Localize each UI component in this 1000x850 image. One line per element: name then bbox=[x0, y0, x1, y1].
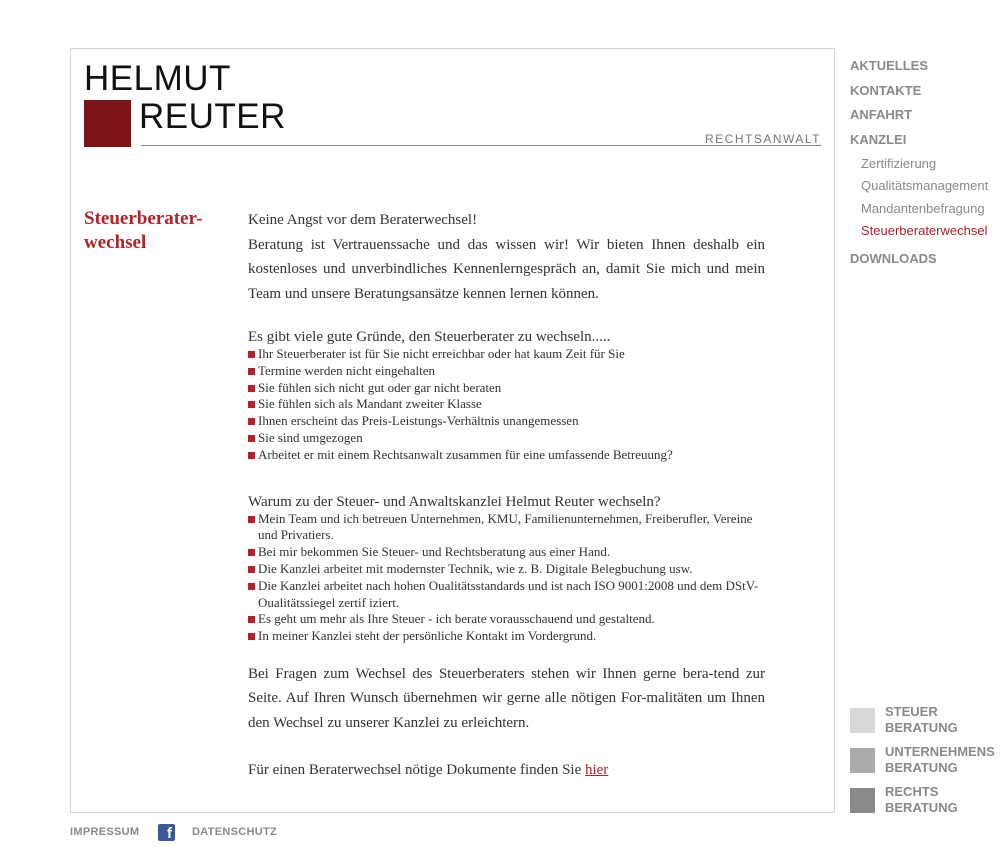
bullet-square-icon bbox=[248, 616, 255, 623]
why-heading: Warum zu der Steuer- und Anwaltskanzlei Helmut Reuter wechseln? bbox=[248, 493, 661, 510]
bullet-square-icon bbox=[248, 435, 255, 442]
nav-item-kanzlei[interactable]: KANZLEI bbox=[850, 131, 907, 147]
reasons-list bbox=[248, 346, 765, 464]
list-item: Sie fühlen sich nicht gut oder gar nicht beraten bbox=[248, 380, 765, 397]
bullet-square-icon bbox=[248, 368, 255, 375]
bullet-square-icon bbox=[248, 583, 255, 590]
facebook-icon[interactable]: f bbox=[158, 824, 175, 841]
nav-item-anfahrt[interactable]: ANFAHRT bbox=[850, 107, 913, 122]
reasons-block bbox=[248, 328, 765, 464]
logo-name-first: HELMUT bbox=[84, 59, 231, 98]
documents-link[interactable]: hier bbox=[584, 762, 609, 779]
article-body bbox=[248, 208, 765, 782]
documents-text: Für einen Beraterwechsel nötige Dokumente finden Sie bbox=[248, 762, 585, 779]
bullet-square-icon bbox=[248, 549, 255, 556]
documents-line bbox=[248, 758, 765, 782]
kanzlei-subnav bbox=[850, 156, 1000, 239]
impressum-link[interactable]: IMPRESSUM bbox=[70, 826, 140, 838]
bullet-square-icon bbox=[248, 351, 255, 358]
nav-item-kontakte[interactable]: KONTAKTE bbox=[850, 82, 922, 98]
service-label: RECHTS BERATUNG bbox=[885, 784, 958, 815]
list-item: Es geht um mehr als Ihre Steuer - ich berate vorausschauend und gestaltend. bbox=[248, 611, 765, 628]
bullet-square-icon bbox=[248, 566, 255, 573]
main-navigation bbox=[850, 58, 1000, 275]
page-title: Steuerberater-wechsel bbox=[84, 208, 203, 253]
list-item: Mein Team und ich betreuen Unternehmen, KMU, Familienunternehmen, Freiberufler, Vereine und Privatiers. bbox=[248, 511, 765, 545]
bullet-square-icon bbox=[248, 385, 255, 392]
logo-name-last: REUTER bbox=[139, 97, 286, 136]
list-item: Die Kanzlei arbeitet mit modernster Technik, wie z. B. Digitale Belegbuchung usw. bbox=[248, 561, 765, 578]
service-rechtsberatung[interactable] bbox=[850, 784, 1000, 818]
list-item: Termine werden nicht eingehalten bbox=[248, 363, 765, 380]
why-list bbox=[248, 511, 765, 645]
list-item: Die Kanzlei arbeitet nach hohen Oualitätsstandards und ist nach ISO 9001:2008 und dem DStV-Oualitätssiegel zertif iziert. bbox=[248, 578, 765, 612]
list-item: Arbeitet er mit einem Rechtsanwalt zusammen für eine umfassende Betreuung? bbox=[248, 447, 765, 464]
bullet-square-icon bbox=[248, 633, 255, 640]
subnav-item-zertifizierung[interactable]: Zertifizierung bbox=[861, 156, 937, 171]
intro-paragraph: Beratung ist Vertrauenssache und das wissen wir! Wir bieten Ihnen deshalb ein kostenloses und unverbindliches Kennenlerngespräch an, damit Sie mich und mein Team und unsere Beratungsansätze kennen lernen können. bbox=[248, 236, 765, 302]
service-swatch bbox=[850, 708, 875, 733]
why-block bbox=[248, 493, 765, 645]
list-item: Sie sind umgezogen bbox=[248, 430, 765, 447]
list-item: Ihr Steuerberater ist für Sie nicht erreichbar oder hat kaum Zeit für Sie bbox=[248, 346, 765, 363]
datenschutz-link[interactable]: DATENSCHUTZ bbox=[192, 826, 277, 838]
service-swatch bbox=[850, 788, 875, 813]
service-label: UNTERNEHMENS BERATUNG bbox=[885, 744, 995, 775]
service-unternehmensberatung[interactable] bbox=[850, 744, 1000, 778]
bullet-square-icon bbox=[248, 401, 255, 408]
nav-item-aktuelles[interactable]: AKTUELLES bbox=[850, 58, 928, 73]
subnav-item-mandantenbefragung[interactable]: Mandantenbefragung bbox=[861, 200, 985, 216]
service-steuerberatung[interactable] bbox=[850, 704, 1000, 738]
bullet-square-icon bbox=[248, 516, 255, 523]
list-item: Bei mir bekommen Sie Steuer- und Rechtsberatung aus einer Hand. bbox=[248, 544, 765, 561]
closing-paragraph: Bei Fragen zum Wechsel des Steuerberaters stehen wir Ihnen gerne bera-tend zur Seite. Auf Ihren Wunsch übernehmen wir gerne alle nötigen For-malitäten um Ihnen den Wechsel zu unserer Kanzlei zu erleichtern. bbox=[248, 665, 765, 731]
subnav-item-steuerberaterwechsel[interactable]: Steuerberaterwechsel bbox=[861, 222, 988, 238]
list-item: In meiner Kanzlei steht der persönliche Kontakt im Vordergrund. bbox=[248, 628, 765, 645]
logo[interactable] bbox=[84, 61, 821, 151]
logo-square bbox=[84, 100, 131, 147]
content-panel bbox=[70, 48, 835, 813]
list-item: Ihnen erscheint das Preis-Leistungs-Verhältnis unangemessen bbox=[248, 413, 765, 430]
service-swatch bbox=[850, 748, 875, 773]
nav-item-downloads[interactable]: DOWNLOADS bbox=[850, 250, 937, 266]
service-label: STEUER BERATUNG bbox=[885, 704, 958, 735]
intro-heading: Keine Angst vor dem Beraterwechsel! bbox=[248, 212, 478, 228]
reasons-heading: Es gibt viele gute Gründe, den Steuerberater zu wechseln..... bbox=[248, 329, 611, 345]
bullet-square-icon bbox=[248, 452, 255, 459]
logo-subtitle: RECHTSANWALT bbox=[704, 132, 821, 146]
bullet-square-icon bbox=[248, 418, 255, 425]
subnav-item-qualitaetsmanagement[interactable]: Qualitätsmanagement bbox=[861, 178, 989, 194]
list-item: Sie fühlen sich als Mandant zweiter Klasse bbox=[248, 396, 765, 413]
